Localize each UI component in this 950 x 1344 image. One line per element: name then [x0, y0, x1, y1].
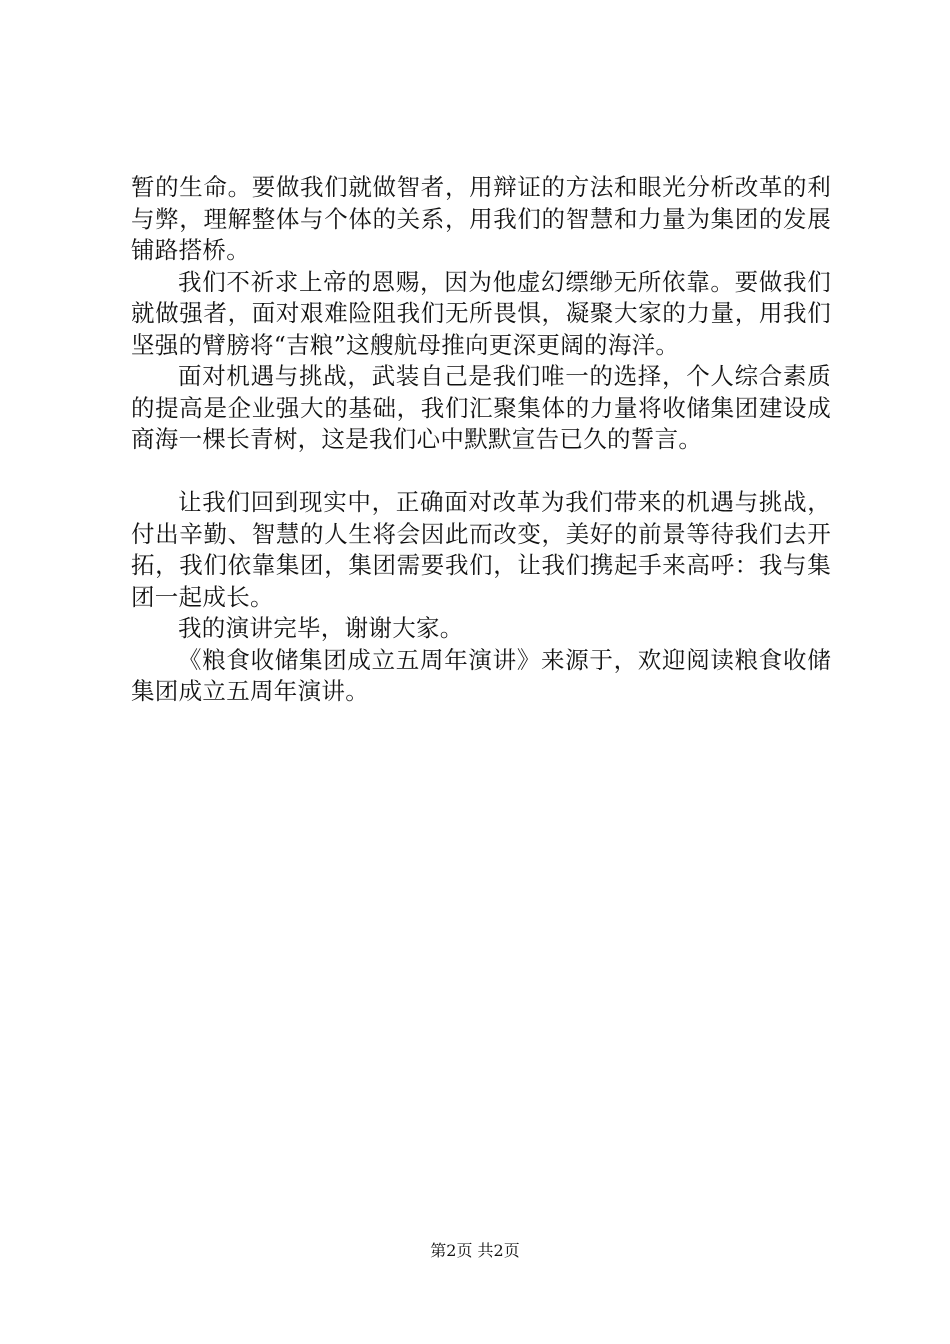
paragraph-source: 《粮食收储集团成立五周年演讲》来源于，欢迎阅读粮食收储集团成立五周年演讲。: [131, 645, 831, 705]
document-body: [131, 172, 831, 708]
paragraph-reality: 让我们回到现实中，正确面对改革为我们带来的机遇与挑战，付出辛勤、智慧的人生将会因此而改变，美好的前景等待我们去开拓，我们依靠集团，集团需要我们，让我们携起手来高呼：我与集团一起成长。: [131, 488, 831, 611]
paragraph-continuation: 暂的生命。要做我们就做智者，用辩证的方法和眼光分析改革的利与弊，理解整体与个体的关系，用我们的智慧和力量为集团的发展铺路搭桥。: [131, 173, 831, 264]
paragraph-gap: [131, 456, 831, 488]
paragraph-opportunity: 面对机遇与挑战，武装自己是我们唯一的选择，个人综合素质的提高是企业强大的基础，我们汇聚集体的力量将收储集团建设成商海一棵长青树，这是我们心中默默宣告已久的誓言。: [131, 362, 831, 453]
paragraph-strong: 我们不祈求上帝的恩赐，因为他虚幻缥缈无所依靠。要做我们就做强者，面对艰难险阻我们无所畏惧，凝聚大家的力量，用我们坚强的臂膀将“吉粮”这艘航母推向更深更阔的海洋。: [131, 267, 831, 359]
paragraph-closing: 我的演讲完毕，谢谢大家。: [178, 614, 464, 642]
page-number-footer: 第2页 共2页: [430, 1241, 520, 1260]
